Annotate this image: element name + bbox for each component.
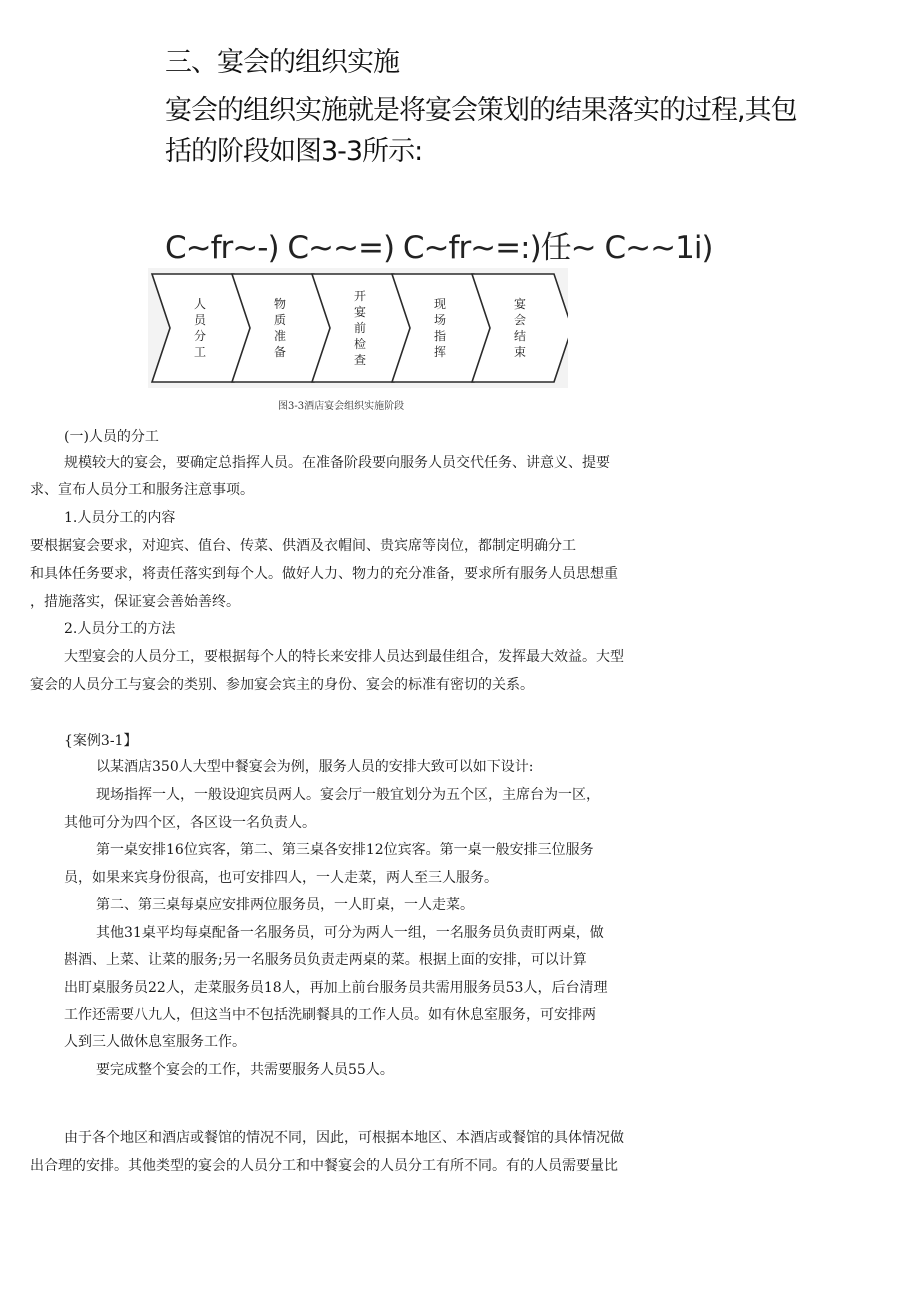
stage-5-char: 束 [513,345,527,359]
stage-4-char: 场 [433,313,447,327]
case-line-9: 出盯桌服务员22人，走菜服务员18人，再加上前台服务员共需用服务员53人，后台清理 [64,980,608,996]
stage-3-char: 前 [353,321,367,335]
stage-4-char: 指 [433,329,447,343]
case-line-4: 第一桌安排16位宾客，第二、第三桌各安排12位宾客。第一桌一般安排三位服务 [96,842,594,858]
case-line-5: 员，如果来宾身份很高，也可安排四人，一人走菜，两人至三人服务。 [64,870,498,886]
stage-3-char: 开 [353,289,367,303]
case-line-1: 以某酒店350人大型中餐宴会为例，服务人员的安排大致可以如下设计: [96,759,534,775]
paragraph-2-line-1: 要根据宴会要求，对迎宾、值台、传菜、供酒及衣帽间、贵宾席等岗位，都制定明确分工 [30,538,576,554]
stage-5-char: 结 [513,329,527,343]
figure-caption: 图3-3酒店宴会组织实施阶段 [278,401,405,412]
stage-2-char: 质 [273,313,287,327]
closing-line-1: 由于各个地区和酒店或餐馆的情况不同，因此，可根据本地区、本酒店或餐馆的具体情况做 [64,1130,624,1146]
paragraph-3-line-1: 大型宴会的人员分工，要根据每个人的特长来安排人员达到最佳组合，发挥最大效益。大型 [64,649,624,665]
case-line-2: 现场指挥一人，一般设迎宾员两人。宴会厅一般宜划分为五个区，主席台为一区， [96,787,600,803]
paragraph-1-line-1: 规模较大的宴会，要确定总指挥人员。在准备阶段要向服务人员交代任务、讲意义、提要 [64,455,610,471]
stage-2-char: 备 [273,345,287,359]
stage-1-char: 工 [193,345,207,359]
stage-3-char: 查 [353,353,367,367]
case-line-3: 其他可分为四个区，各区设一名负责人。 [64,815,316,831]
closing-line-2: 出合理的安排。其他类型的宴会的人员分工和中餐宴会的人员分工有所不同。有的人员需要量比 [30,1158,618,1174]
stage-5-char: 宴 [513,297,527,311]
paragraph-2-line-2: 和具体任务要求，将责任落实到每个人。做好人力、物力的充分准备，要求所有服务人员思想重 [30,566,618,582]
stage-1-char: 分 [193,329,207,343]
case-line-7: 其他31桌平均每桌配备一名服务员，可分为两人一组，一名服务员负责盯两桌，做 [96,925,604,941]
garbled-text: C~fr~-) C~~=) C~fr~=:)任~ C~~1i) [165,230,713,266]
paragraph-2-line-3: ，措施落实，保证宴会善始善终。 [30,594,240,610]
subsection-1-2-title: 2.人员分工的方法 [64,621,176,637]
case-line-8: 斟酒、上菜、让菜的服务;另一名服务员负责走两桌的菜。根据上面的安排，可以计算 [64,952,587,968]
stage-2-char: 准 [273,329,287,343]
section-heading: 三、宴会的组织实施 [165,47,399,78]
stage-2-char: 物 [273,297,287,311]
stage-3-char: 宴 [353,305,367,319]
case-title: {案例3-1】 [64,733,138,749]
stage-5-char: 会 [513,313,527,327]
stage-3-char: 检 [353,337,367,351]
case-line-6: 第二、第三桌每桌应安排两位服务员，一人盯桌，一人走菜。 [96,897,474,913]
stage-1-char: 人 [193,297,207,311]
case-line-10: 工作还需要八九人，但这当中不包括洗刷餐具的工作人员。如有休息室服务，可安排两 [64,1007,596,1023]
process-chevron-figure [148,268,568,388]
paragraph-1-line-2: 求、宣布人员分工和服务注意事项。 [30,482,254,498]
stage-1-char: 员 [193,313,207,327]
intro-line-2: 括的阶段如图3-3所示: [165,136,423,167]
subsection-1-1-title: 1.人员分工的内容 [64,510,176,526]
intro-line-1: 宴会的组织实施就是将宴会策划的结果落实的过程,其包 [165,95,797,126]
stage-4-char: 挥 [433,345,447,359]
section-1-title: (一)人员的分工 [64,429,159,445]
paragraph-3-line-2: 宴会的人员分工与宴会的类别、参加宴会宾主的身份、宴会的标准有密切的关系。 [30,677,534,693]
stage-4-char: 现 [433,297,447,311]
case-line-11: 人到三人做休息室服务工作。 [64,1034,246,1050]
case-line-12: 要完成整个宴会的工作，共需要服务人员55人。 [96,1062,394,1078]
